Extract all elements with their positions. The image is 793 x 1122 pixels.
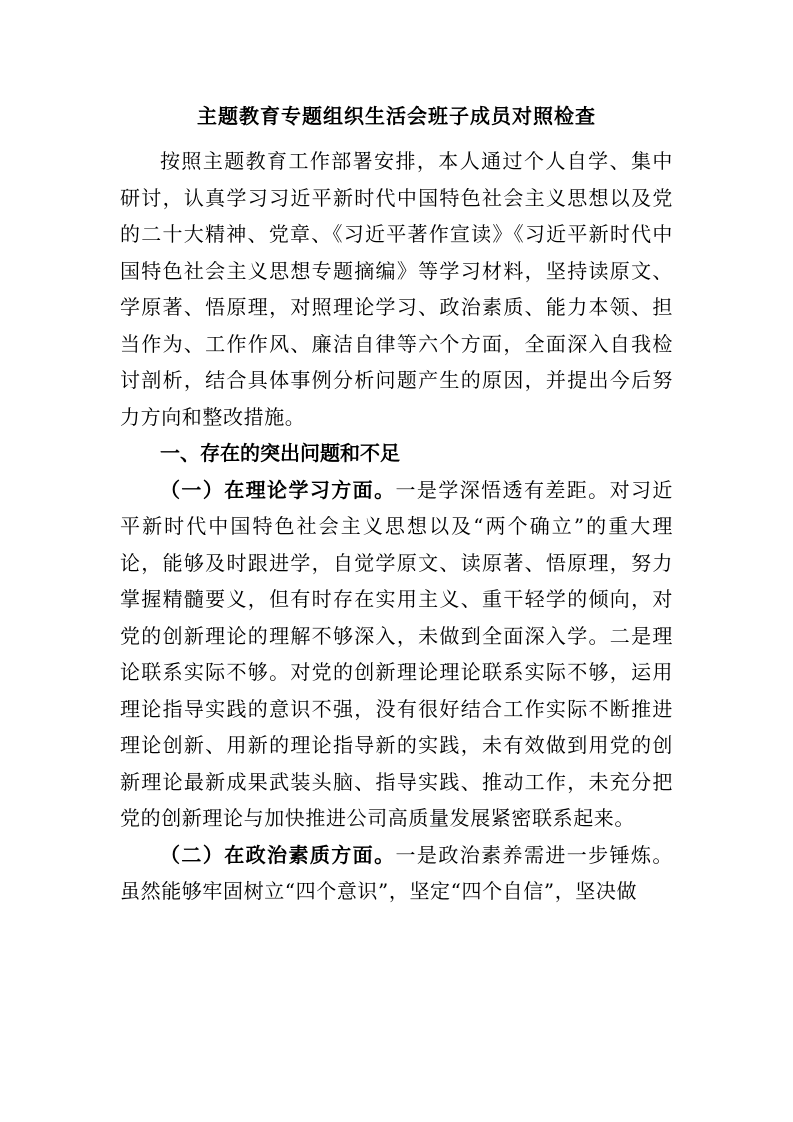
document-body xyxy=(120,143,673,910)
document-title: 主题教育专题组织生活会班子成员对照检查 xyxy=(197,104,596,128)
political-quality-text: 一是政治素养需进一步锤炼。虽然能够牢固树立“四个意识”，坚定“四个自信”，坚决做 xyxy=(120,842,673,903)
political-quality-paragraph xyxy=(120,837,673,910)
theory-study-lead: （一）在理论学习方面。 xyxy=(160,477,396,502)
theory-study-paragraph xyxy=(120,472,673,837)
intro-paragraph: 按照主题教育工作部署安排，本人通过个人自学、集中研讨，认真学习习近平新时代中国特色社会主义思想以及党的二十大精神、党章、《习近平著作宣读》《习近平新时代中国特色社会主义思想专题摘编》等学习材料，坚持读原文、学原著、悟原理，对照理论学习、政治素质、能力本领、担当作为、工作作风、廉洁自律等六个方面，全面深入自我检讨剖析，结合具体事例分析问题产生的原因，并提出今后努力方向和整改措施。 xyxy=(120,149,673,429)
political-quality-lead: （二）在政治素质方面。 xyxy=(160,842,396,867)
section-heading-problems: 一、存在的突出问题和不足 xyxy=(160,441,400,465)
theory-study-text: 一是学深悟透有差距。对习近平新时代中国特色社会主义思想以及“两个确立”的重大理论，能够及时跟进学，自觉学原文、读原著、悟原理，努力掌握精髓要义，但有时存在实用主义、重干轻学的倾向，对党的创新理论的理解不够深入，未做到全面深入学。二是理论联系实际不够。对党的创新理论理论联系实际不够，运用理论指导实践的意识不强，没有很好结合工作实际不断推进理论创新、用新的理论指导新的实践，未有效做到用党的创新理论最新成果武装头脑、指导实践、推动工作，未充分把党的创新理论与加快推进公司高质量发展紧密联系起来。 xyxy=(120,477,673,830)
